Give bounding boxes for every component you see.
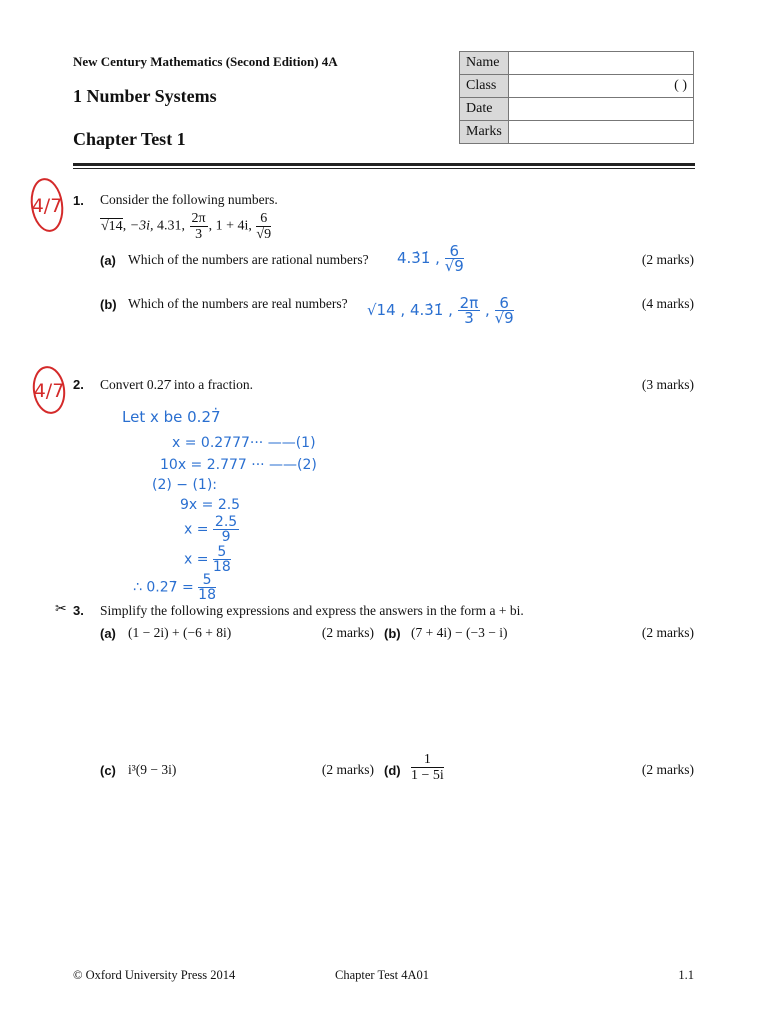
page-number: 1.1: [678, 968, 694, 982]
q2-work-line: 10x = 2.777 ··· ——(2): [160, 457, 317, 473]
footer-code: Chapter Test 4A01: [335, 968, 430, 982]
info-row-marks: [460, 121, 694, 144]
scissors-icon: ✂: [55, 601, 67, 617]
name-field[interactable]: [509, 52, 694, 75]
q3b-expr: (7 + 4i) − (−3 − i): [411, 625, 508, 640]
info-row-class: [460, 75, 694, 98]
header-divider-thin: [73, 168, 695, 169]
info-label: Marks: [460, 121, 509, 144]
footer-copyright: © Oxford University Press 2014: [73, 968, 236, 982]
q1-number: 1.: [73, 193, 84, 208]
q1a-label: (a): [100, 253, 116, 268]
info-label: Date: [460, 98, 509, 121]
q2-score-text: 4/7: [33, 380, 65, 402]
q2-score-mark: [30, 364, 70, 416]
q3c-label: (c): [100, 763, 116, 778]
q3-text: Simplify the following expressions and express the answers in the form a + bi.: [100, 603, 524, 618]
q1-score-text: 4/7: [31, 195, 63, 217]
q3b-marks: (2 marks): [641, 625, 694, 640]
q3c-marks: (2 marks): [321, 762, 374, 777]
q3a-label: (a): [100, 626, 116, 641]
q2-frac-line: ∴ 0.27̇ = $\frac{5}{18}$: [133, 572, 216, 603]
q2-number: 2.: [73, 377, 84, 392]
info-label: Name: [460, 52, 509, 75]
neg3i: −3i,: [129, 218, 154, 234]
q1a-marks: (2 marks): [641, 252, 694, 267]
q3d-label: (d): [384, 763, 401, 778]
student-info-table: [459, 51, 694, 144]
q1a-text: Which of the numbers are rational numbers?: [128, 252, 369, 267]
q3-number: 3.: [73, 603, 84, 618]
q2-text: Convert 0.27̇ into a fraction.: [100, 377, 253, 392]
q2-work-line: Let x be 0.27̇: [122, 408, 221, 426]
q2-frac-line: x = $\frac{2.5}{9}$: [184, 514, 238, 545]
frac-6-sqrt9: $\frac{6}{√9}$: [256, 211, 272, 242]
q3d-fraction: $\frac{1}{1 - 5i}$: [411, 752, 444, 783]
q1b-label: (b): [100, 297, 117, 312]
date-field[interactable]: [509, 98, 694, 121]
marks-field[interactable]: [509, 121, 694, 144]
info-row-name: [460, 52, 694, 75]
q1a-answer: 4.3̇1̇ , $\frac{6}{√9}$: [397, 242, 464, 275]
q2-work-line: (2) − (1):: [152, 477, 218, 493]
q2-work-line: 9x = 2.5: [180, 497, 241, 513]
q1-score-mark: [28, 176, 68, 234]
test-title: Chapter Test 1: [73, 129, 186, 149]
info-row-date: [460, 98, 694, 121]
q3a-marks: (2 marks): [321, 625, 374, 640]
q3c-expr: i³(9 − 3i): [128, 762, 177, 777]
recurring-431: 4.31: [157, 218, 182, 234]
q1b-answer: √14 , 4.3̇1̇ , $\frac{2\pi}{3}$ , $\frac{6}{√9}$: [367, 294, 514, 327]
info-label: Class: [460, 75, 509, 98]
q1-numbers-list: √14, −3i, 4.31, $\frac{2\pi}{3}$ , 1 + 4i, $\frac{6}{√9}$: [101, 211, 272, 242]
q2-marks: (3 marks): [641, 377, 694, 392]
class-field[interactable]: ( ): [509, 75, 694, 98]
q2-frac-line: x = $\frac{5}{18}$: [184, 544, 231, 575]
book-title: New Century Mathematics (Second Edition) 4A: [73, 54, 338, 69]
q1b-text: Which of the numbers are real numbers?: [128, 296, 348, 311]
q3d-marks: (2 marks): [641, 762, 694, 777]
q1-text: Consider the following numbers.: [100, 192, 278, 207]
complex-1-4i: 1 + 4i,: [215, 218, 252, 234]
q3b-label: (b): [384, 626, 401, 641]
q2-work-line: x = 0.2777··· ——(1): [172, 435, 316, 451]
header-divider: [73, 163, 695, 166]
sqrt14: √14: [101, 218, 123, 234]
q3a-expr: (1 − 2i) + (−6 + 8i): [128, 625, 232, 640]
q1b-marks: (4 marks): [641, 296, 694, 311]
frac-2pi-3: $\frac{2\pi}{3}$: [191, 211, 206, 242]
chapter-title: 1 Number Systems: [73, 86, 217, 106]
